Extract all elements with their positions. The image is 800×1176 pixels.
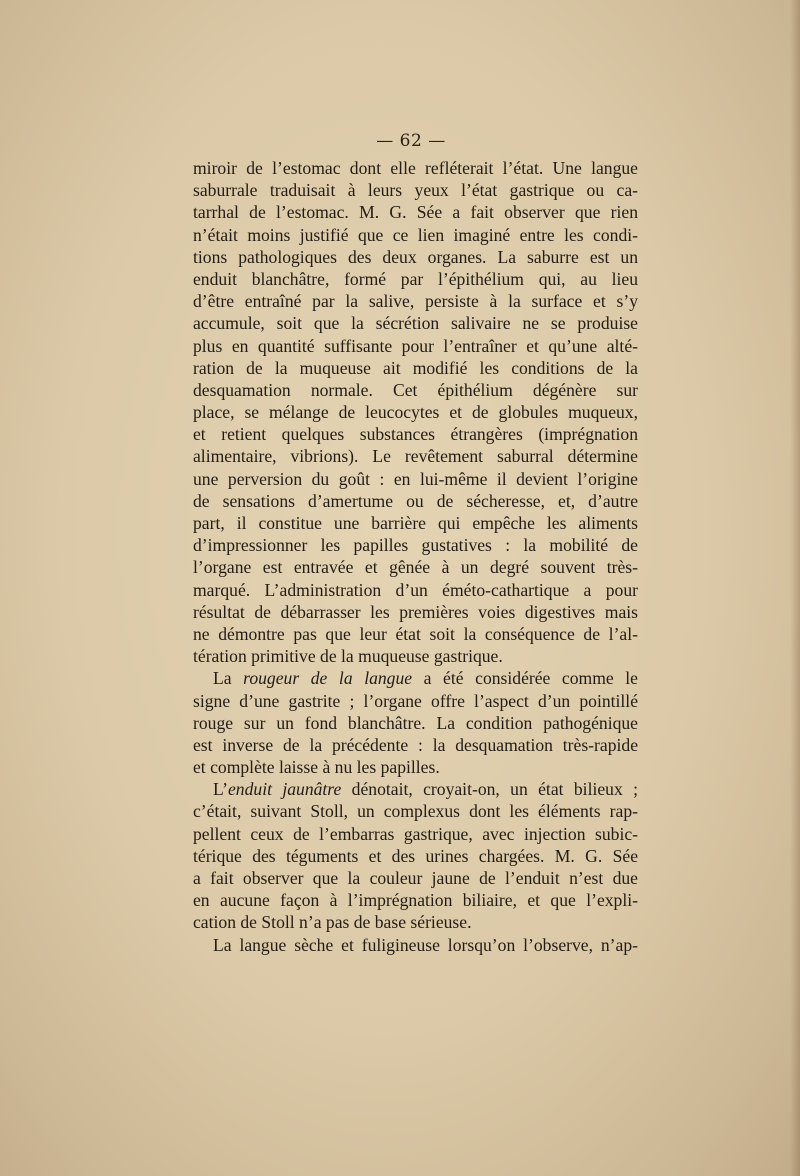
text-line: est inverse de la précédente : la desquamation très-rapide <box>193 734 638 755</box>
text-line: rouge sur un fond blanchâtre. La condition pathogénique <box>193 712 638 733</box>
text-line <box>193 667 638 689</box>
text-line: La langue sèche et fuligineuse lorsqu’on l’observe, n’ap- <box>213 934 638 955</box>
text-line: térique des téguments et des urines chargées. M. G. Sée <box>193 845 638 866</box>
text-line: accumule, soit que la sécrétion salivaire ne se produise <box>193 313 638 334</box>
text-line <box>193 778 638 800</box>
text-line: cation de Stoll n’a pas de base sérieuse. <box>193 912 472 933</box>
italic-term: rougeur de la langue <box>243 668 413 689</box>
text-segment: L’ <box>213 779 228 800</box>
text-line: part, il constitue une barrière qui empêche les aliments <box>193 513 638 533</box>
text-line: enduit blanchâtre, formé par l’épithélium qui, au lieu <box>193 268 638 289</box>
text-segment: dénotait, croyait-on, un état bilieux ; <box>341 779 638 800</box>
text-line: l’organe est entravée et gênée à un degré souvent très- <box>193 557 638 578</box>
text-line: et complète laisse à nu les papilles. <box>193 757 440 778</box>
text-line: et retient quelques substances étrangères (imprégnation <box>193 424 638 445</box>
text-line: signe d’une gastrite ; l’organe offre l’aspect d’un pointillé <box>193 690 638 711</box>
text-line: marqué. L’administration d’un émétо-cathartique a pour <box>193 579 638 600</box>
text-line: ration de la muqueuse ait modifié les conditions de la <box>193 357 638 378</box>
text-line: alimentaire, vibrions). Le revêtement saburral détermine <box>193 446 638 467</box>
text-line: d’impressionner les papilles gustatives : la mobilité de <box>193 535 638 556</box>
text-line: de sensations d’amertume ou de sécheresse, et, d’autre <box>193 490 638 511</box>
text-line: place, se mélange de leucocytes et de globules muqueux, <box>193 402 638 423</box>
text-line: pellent ceux de l’embarras gastrique, avec injection subic- <box>193 823 638 844</box>
text-segment: a été considérée comme le <box>412 668 638 689</box>
page-number: — 62 — <box>376 131 446 151</box>
text-line: en aucune façon à l’imprégnation biliaire, et que l’expli- <box>193 890 638 911</box>
italic-term: enduit jaunâtre <box>228 779 342 800</box>
body-text <box>193 157 638 956</box>
text-line: tération primitive de la muqueuse gastrique. <box>193 646 503 667</box>
text-line: miroir de l’estomac dont elle refléterait l’état. Une langue <box>193 158 638 178</box>
text-line: c’était, suivant Stoll, un complexus dont les éléments rap- <box>193 801 638 822</box>
text-line: plus en quantité suffisante pour l’entraîner et qu’une alté- <box>193 335 638 356</box>
text-line: desquamation normale. Cet épithélium dégénère sur <box>193 379 638 400</box>
text-line: n’était moins justifié que ce lien imaginé entre les condi- <box>193 224 638 245</box>
text-line: a fait observer que la couleur jaune de l’enduit n’est due <box>193 868 638 888</box>
text-line: résultat de débarrasser les premières voies digestives mais <box>193 601 638 622</box>
text-line: saburrale traduisait à leurs yeux l’état gastrique ou ca- <box>193 180 638 201</box>
text-line: d’être entraîné par la salive, persiste à la surface et s’y <box>193 291 638 312</box>
text-line: une perversion du goût : en lui-même il devient l’origine <box>193 468 638 489</box>
text-line: tarrhal de l’estomac. M. G. Sée a fait observer que rien <box>193 202 638 223</box>
text-segment: La <box>213 668 244 689</box>
text-line: tions pathologiques des deux organes. La saburre est un <box>193 246 638 267</box>
text-line: ne démontre pas que leur état soit la conséquence de l’al- <box>193 623 638 644</box>
